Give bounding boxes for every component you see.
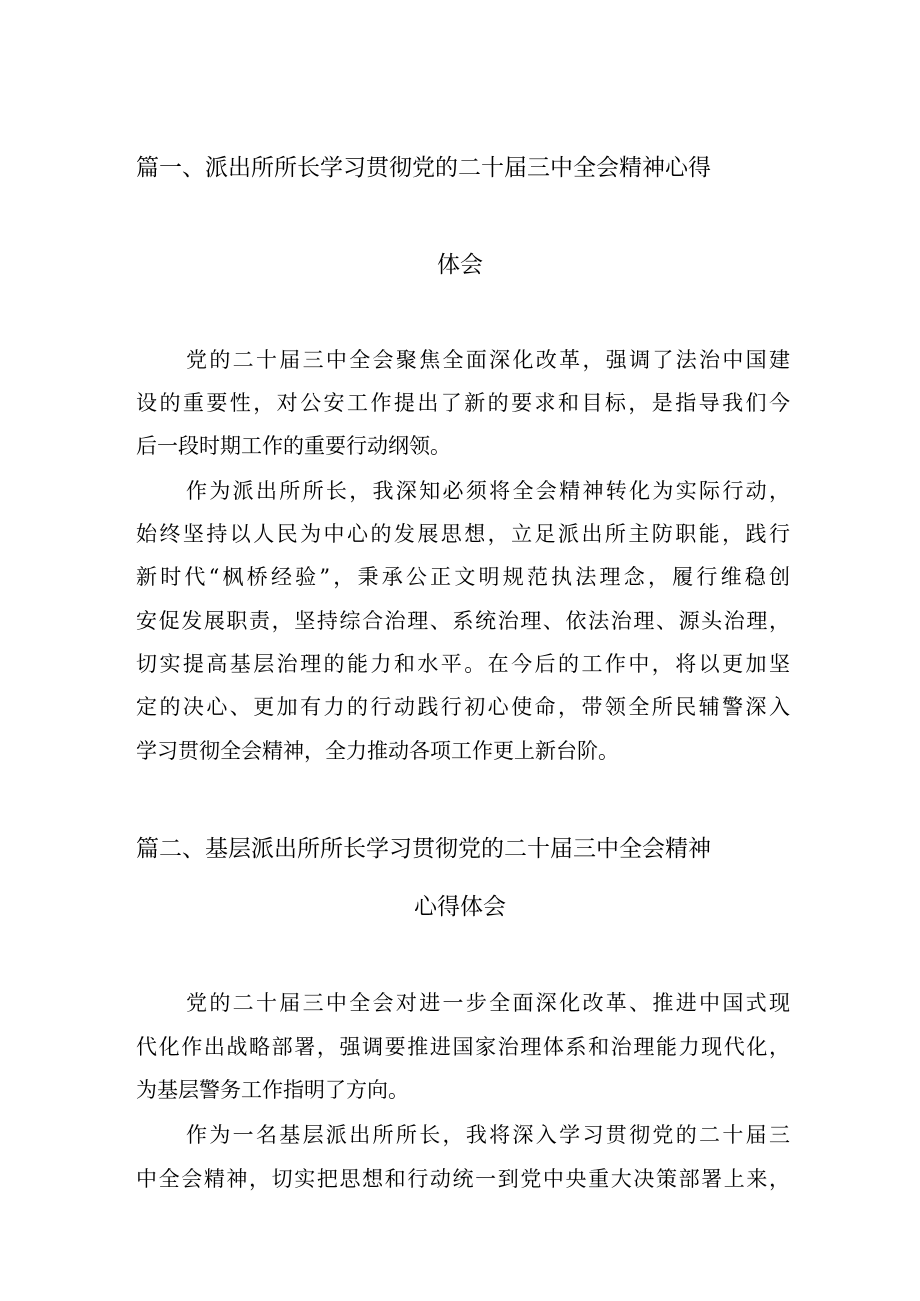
section1-title-line1: 篇一、派出所所长学习贯彻党的二十届三中全会精神心得 (136, 155, 711, 181)
section1-para1-line2: 设的重要性，对公安工作提出了新的要求和目标，是指导我们今 (136, 391, 790, 415)
section1-para2-line3: 新时代“枫桥经验”，秉承公正文明规范执法理念，履行维稳创 (136, 565, 790, 589)
section2-para1-line2: 代化作出战略部署，强调要推进国家治理体系和治理能力现代化， (136, 1035, 790, 1059)
section1-para1-line3: 后一段时期工作的重要行动纲领。 (136, 434, 451, 458)
section1-para2-line4: 安促发展职责，坚持综合治理、系统治理、依法治理、源头治理， (136, 609, 790, 633)
section2-para2-line1: 作为一名基层派出所所长，我将深入学习贯彻党的二十届三 (186, 1123, 790, 1147)
section1-para2-line1: 作为派出所所长，我深知必须将全会精神转化为实际行动， (186, 479, 790, 503)
section2-para1-line1: 党的二十届三中全会对进一步全面深化改革、推进中国式现 (186, 991, 790, 1015)
section1-para1-line1: 党的二十届三中全会聚焦全面深化改革，强调了法治中国建 (186, 348, 790, 372)
section1-para2-line6: 定的决心、更加有力的行动践行初心使命，带领全所民辅警深入 (136, 695, 790, 719)
section1-title-line2: 体会 (437, 252, 483, 278)
section2-title-line1: 篇二、基层派出所所长学习贯彻党的二十届三中全会精神 (136, 836, 711, 862)
section1-para2-line5: 切实提高基层治理的能力和水平。在今后的工作中，将以更加坚 (136, 652, 790, 676)
section1-para2-line7: 学习贯彻全会精神，全力推动各项工作更上新台阶。 (136, 739, 619, 763)
section2-title-line2: 心得体会 (414, 894, 506, 920)
section2-para2-line2: 中全会精神，切实把思想和行动统一到党中央重大决策部署上来， (136, 1167, 790, 1191)
section2-para1-line3: 为基层警务工作指明了方向。 (136, 1078, 409, 1102)
section1-para2-line2: 始终坚持以人民为中心的发展思想，立足派出所主防职能，践行 (136, 522, 790, 546)
